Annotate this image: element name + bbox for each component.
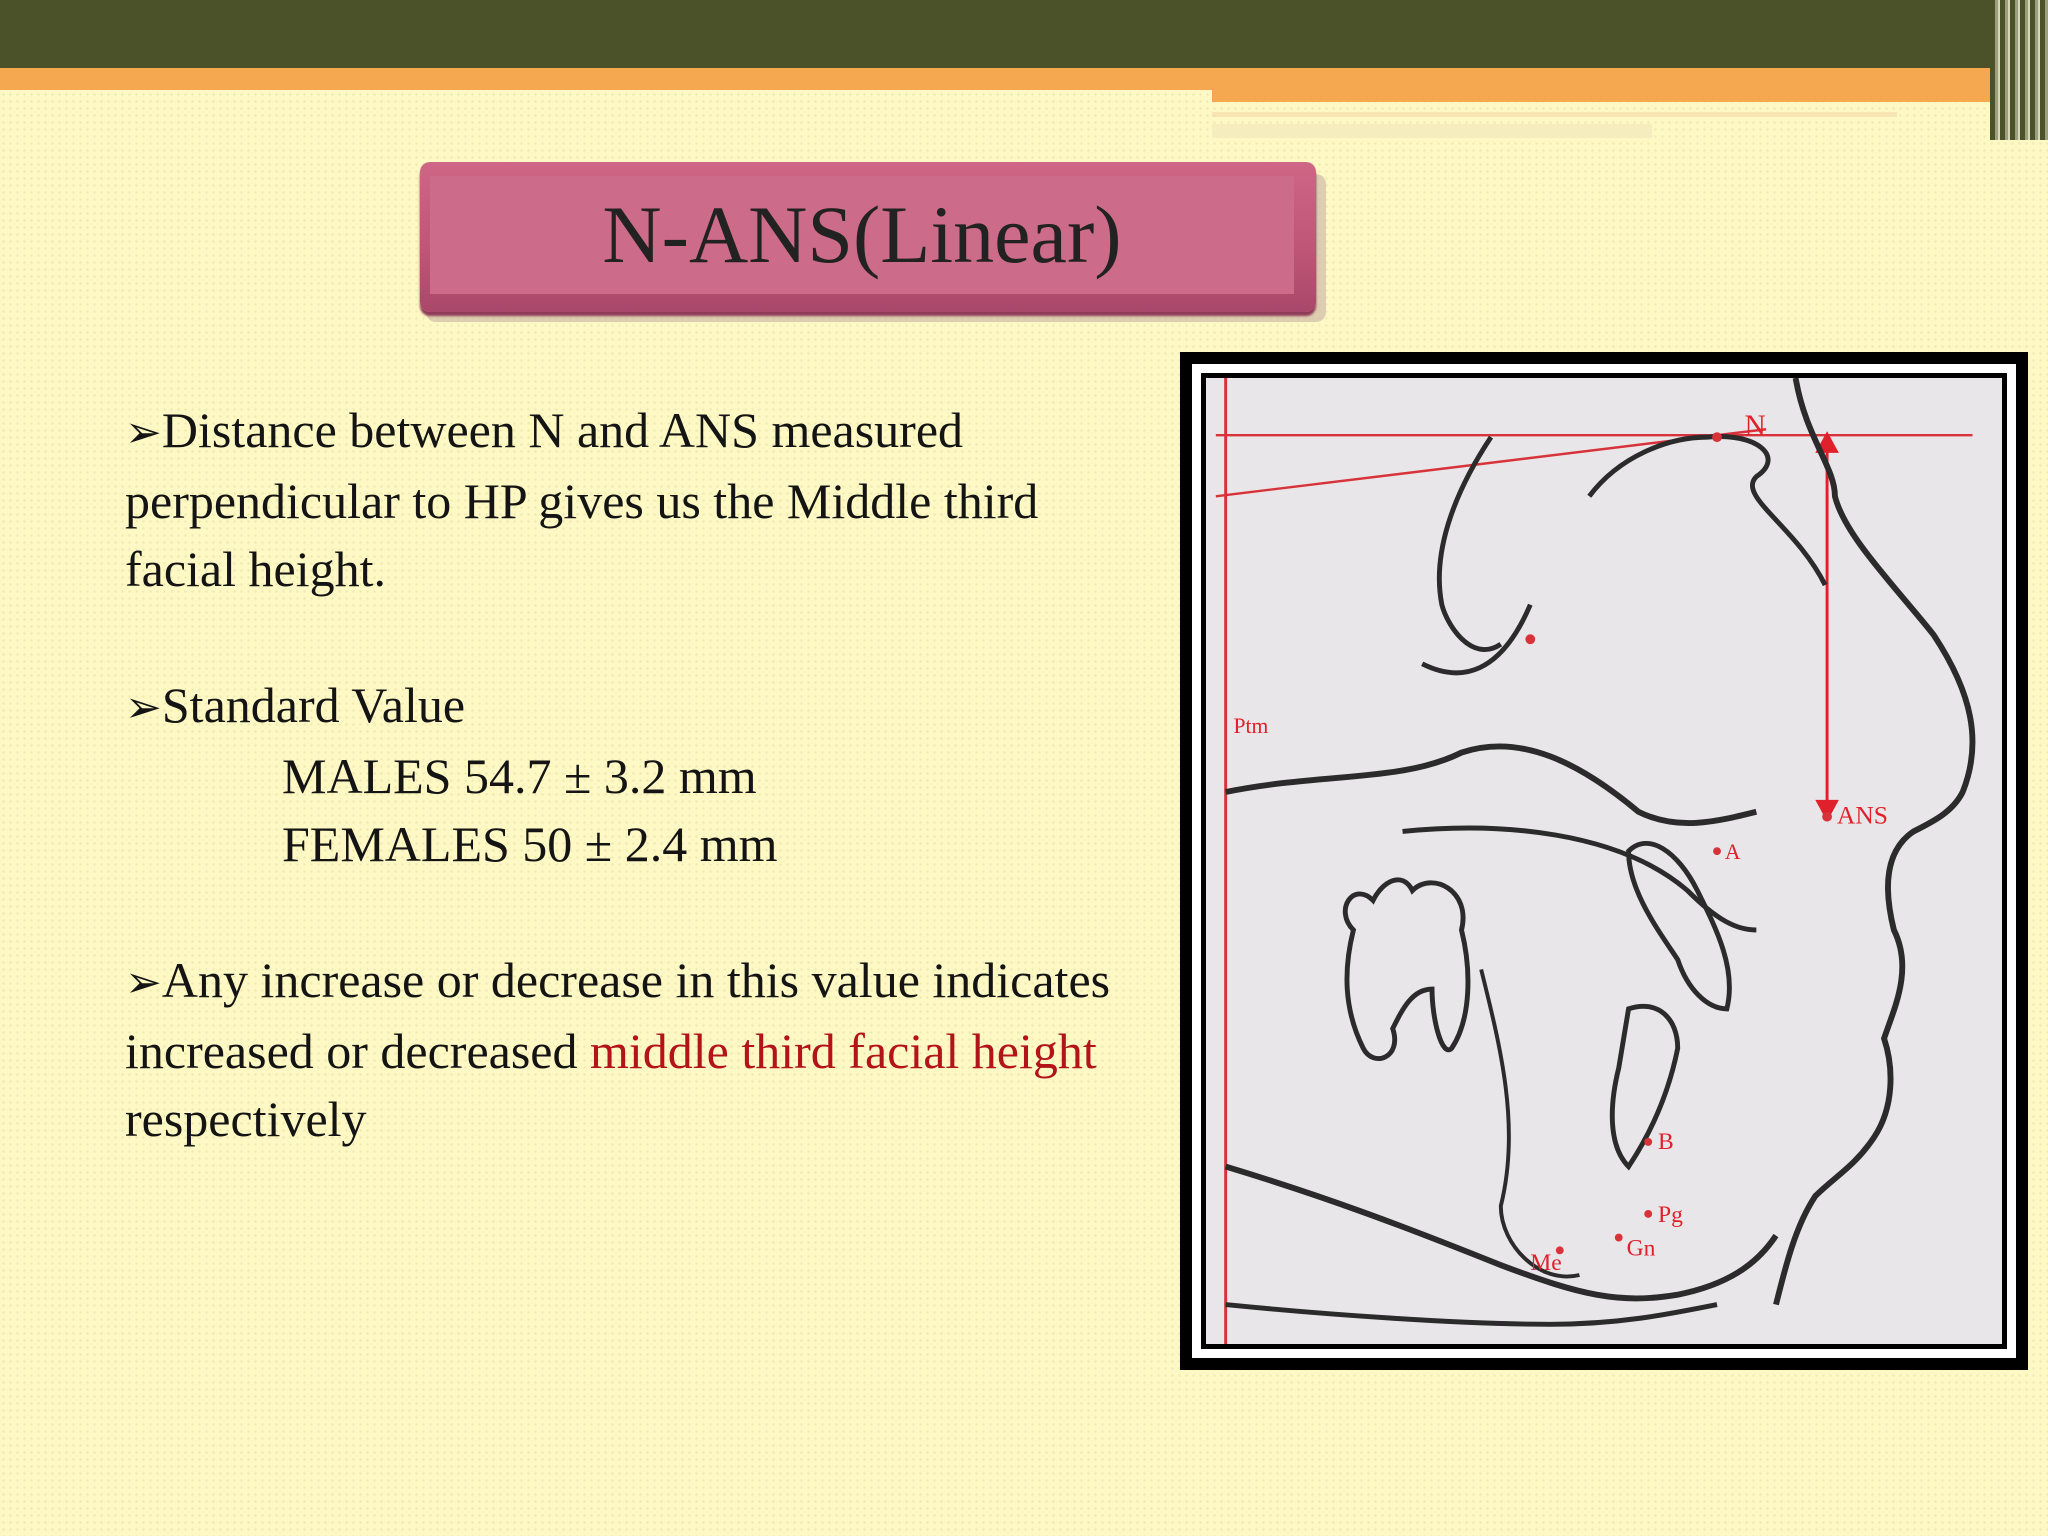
paragraph-definition [125, 396, 1125, 603]
label-n: N [1744, 410, 1766, 443]
label-me: Me [1530, 1250, 1562, 1277]
label-b: B [1658, 1128, 1674, 1155]
slide-title: N-ANS(Linear) [602, 189, 1122, 280]
label-pg: Pg [1658, 1201, 1683, 1228]
label-gn: Gn [1626, 1235, 1656, 1262]
title-box [420, 162, 1316, 312]
top-bar [0, 0, 1990, 68]
light-line [1212, 112, 1897, 117]
paragraph-interpretation [125, 946, 1125, 1153]
paragraph-standard-value [125, 671, 1125, 742]
figure-mat [1192, 364, 2016, 1358]
figure-inner [1201, 373, 2007, 1349]
body-text [125, 396, 1125, 1153]
bullet-arrow: ➢ [125, 958, 162, 1007]
figure-frame [1180, 352, 2028, 1370]
interpretation-text: Any increase or decrease in this value indicates increased or decreased [125, 952, 1111, 1079]
label-ans: ANS [1836, 800, 1888, 830]
bullet-arrow: ➢ [125, 683, 162, 732]
standard-value-heading: Standard Value [161, 677, 466, 733]
highlight-text: middle third facial height [590, 1023, 1097, 1079]
females-value: FEMALES 50 ± 2.4 mm [282, 816, 778, 872]
bullet-arrow: ➢ [125, 408, 162, 457]
label-a: A [1724, 839, 1741, 865]
title-inner [430, 176, 1294, 294]
light-line-secondary [1212, 124, 1652, 138]
side-stripes [1990, 0, 2048, 140]
cephalometric-tracing [1206, 378, 2002, 1344]
orange-bar-secondary [1212, 90, 1990, 102]
interpretation-end: respectively [125, 1091, 367, 1147]
orange-bar [0, 68, 1990, 90]
label-ptm: Ptm [1233, 713, 1269, 738]
males-value: MALES 54.7 ± 3.2 mm [282, 748, 757, 804]
definition-text: Distance between N and ANS measured perpendicular to HP gives us the Middle third facial height. [125, 402, 1039, 597]
